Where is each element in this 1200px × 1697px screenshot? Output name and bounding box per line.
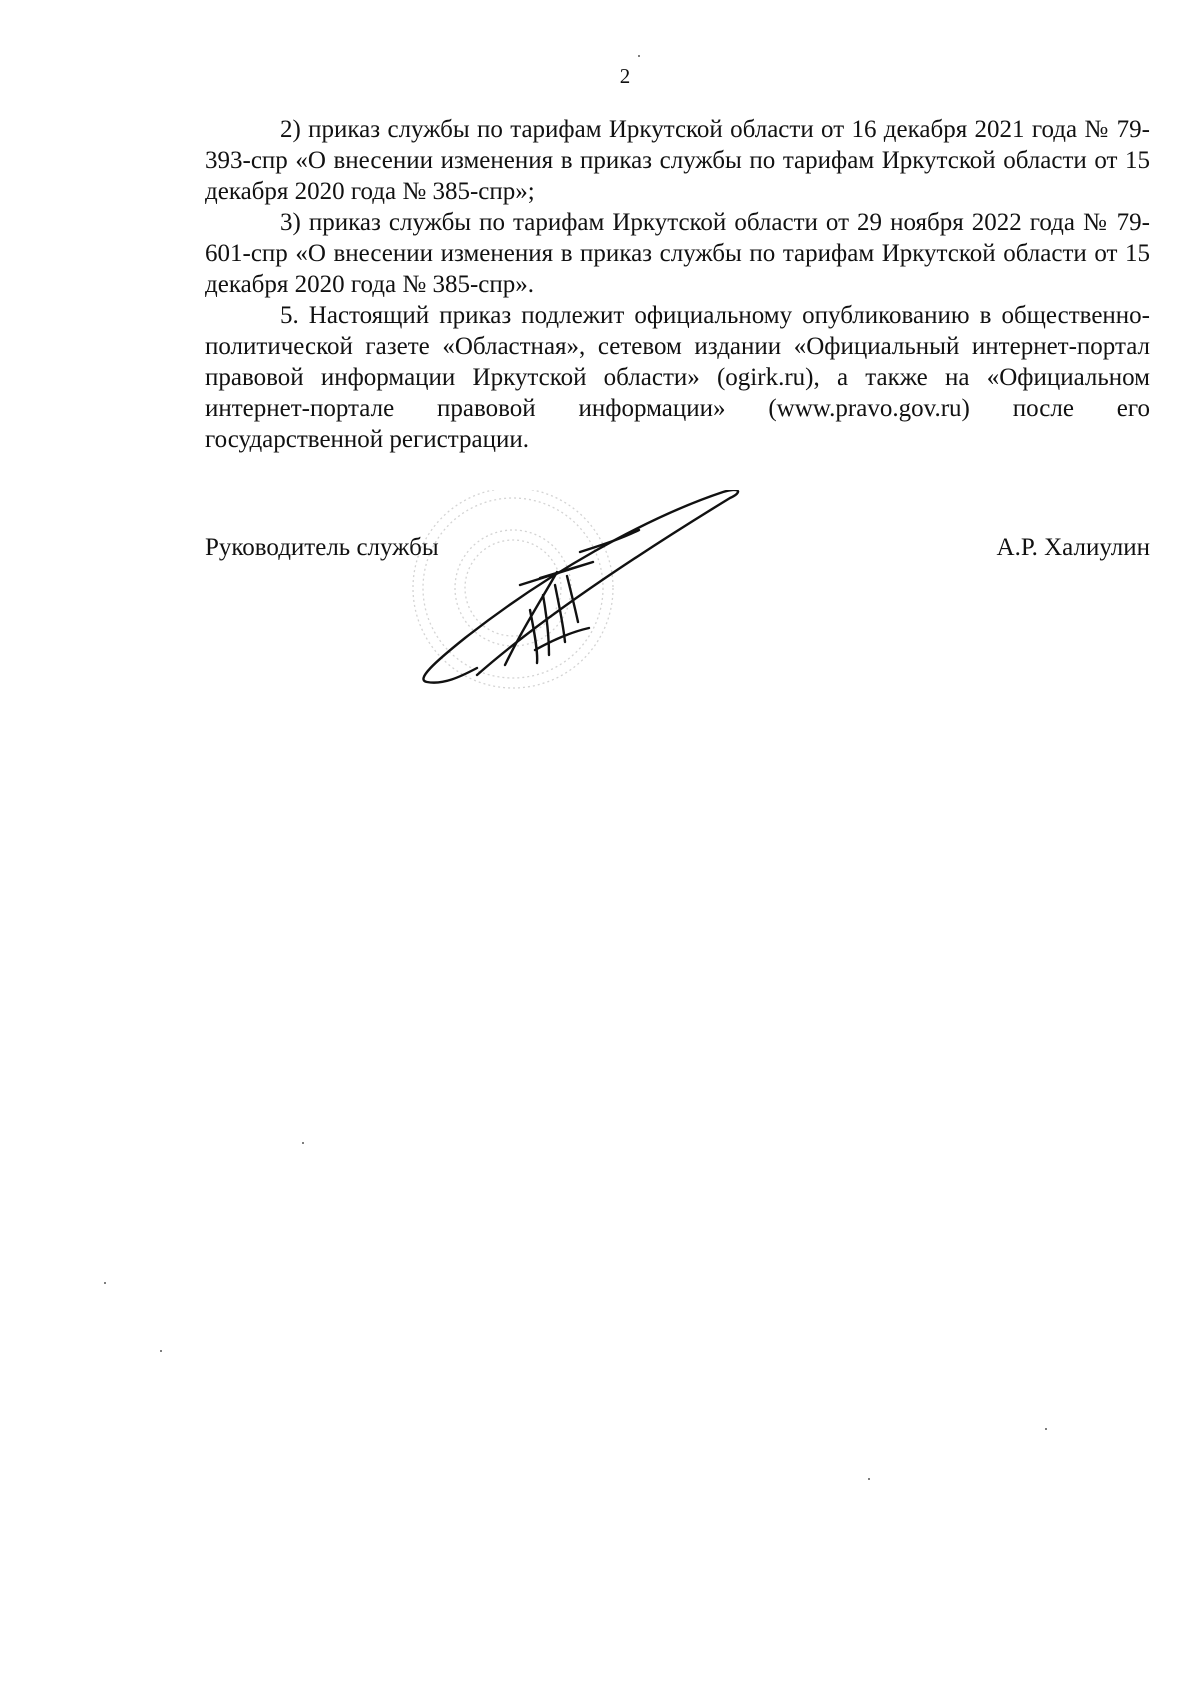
handwritten-signature <box>423 490 738 683</box>
paragraph-item-3: 3) приказ службы по тарифам Иркутской области от 29 ноября 2022 года № 79-601-спр «О внесении изменения в приказ службы по тарифам Иркутской области от 15 декабря 2020 года № 385-спр». <box>205 209 1150 298</box>
scan-speck <box>160 1350 162 1352</box>
scan-speck <box>104 1282 106 1284</box>
scan-speck <box>638 55 640 57</box>
paragraph-item-2: 2) приказ службы по тарифам Иркутской области от 16 декабря 2021 года № 79-393-спр «О внесении изменения в приказ службы по тарифам Иркутской области от 15 декабря 2020 года № 385-спр»; <box>205 116 1150 205</box>
seal-and-signature <box>395 490 775 740</box>
document-body <box>205 114 1150 455</box>
scan-speck <box>1045 1428 1047 1430</box>
signatory-name: А.Р. Халиулин <box>996 534 1150 561</box>
scan-speck <box>302 1142 304 1144</box>
paragraph-item-5: 5. Настоящий приказ подлежит официальному опубликованию в общественно-политической газете «Областная», сетевом издании «Официальный интернет-портал правовой информации Иркутской области» (ogirk.ru), а также на «Официальном интернет-портале правовой информации» (www.pravo.gov.ru) после его государственной регистрации. <box>205 302 1150 453</box>
scan-speck <box>868 1478 870 1480</box>
official-seal-stamp <box>413 490 613 688</box>
page-number: 2 <box>619 64 631 88</box>
signatory-role: Руководитель службы <box>205 534 439 561</box>
